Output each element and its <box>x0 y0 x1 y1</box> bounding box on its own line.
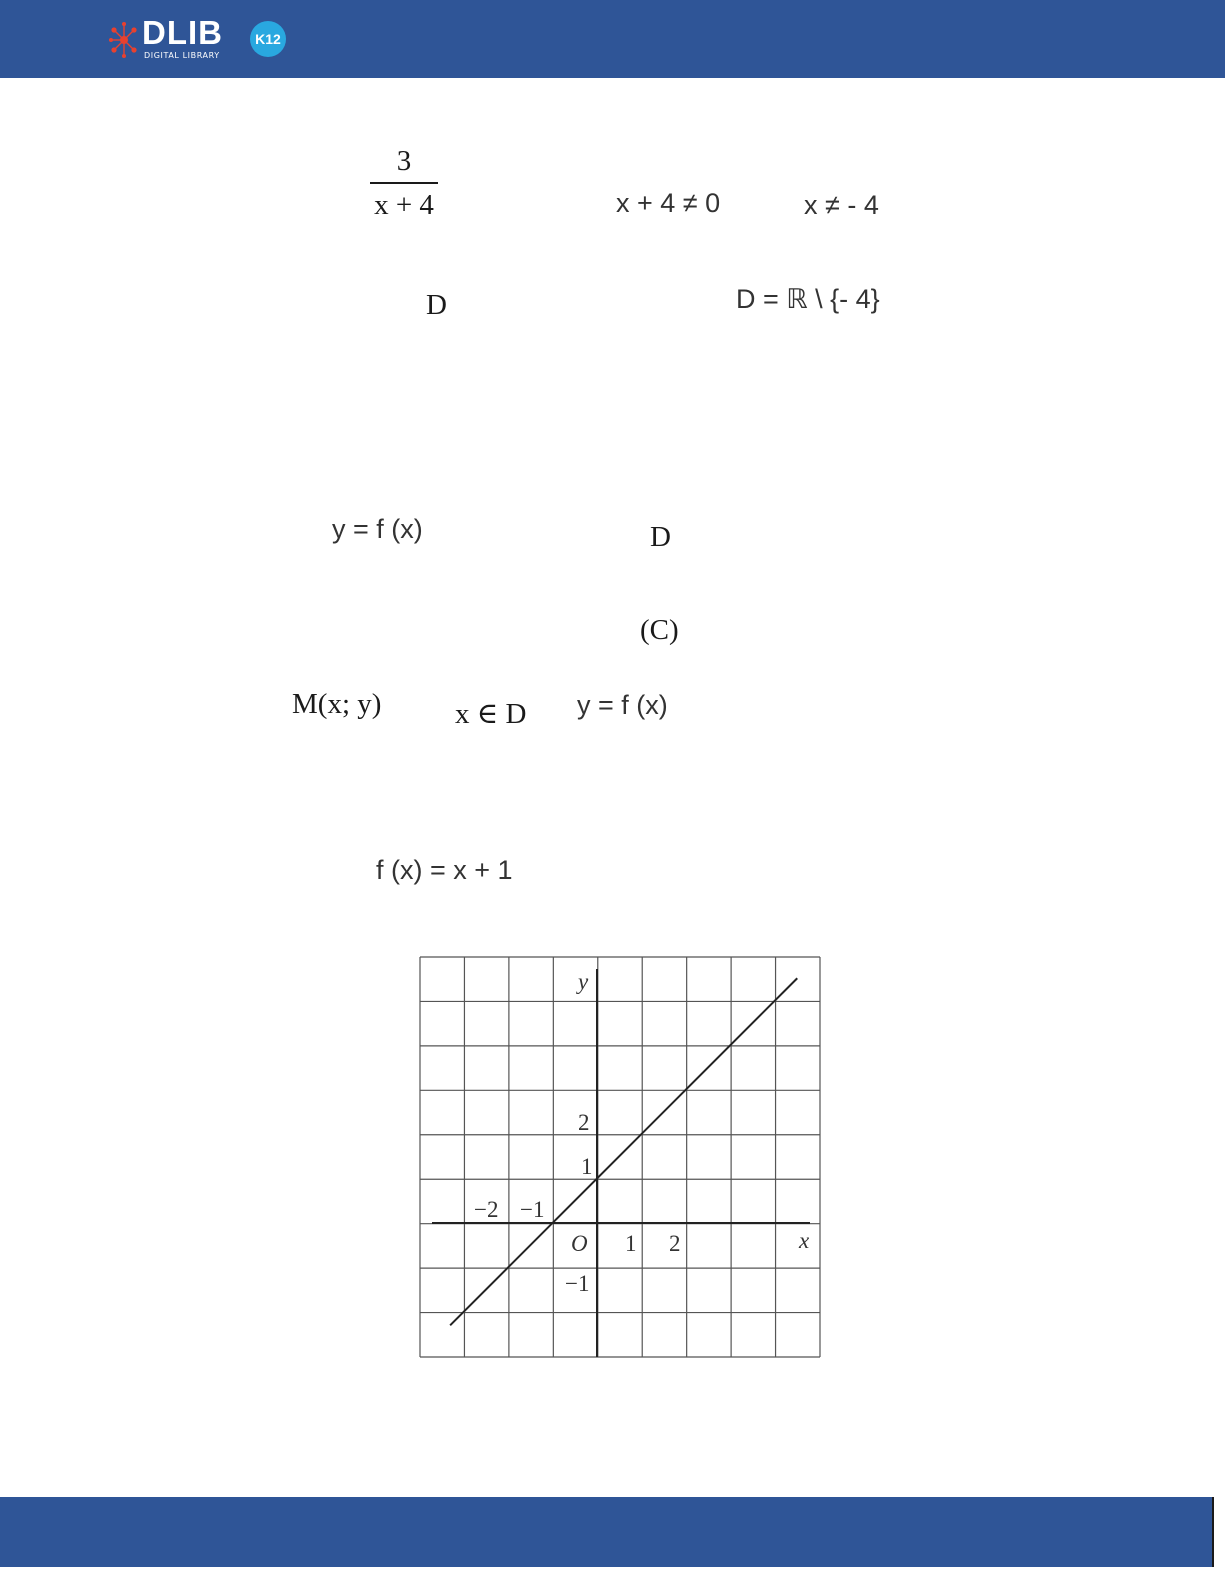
fraction-bar <box>370 182 438 184</box>
y-tick-label-1: 1 <box>581 1154 593 1179</box>
condition-result: x ≠ - 4 <box>804 190 879 220</box>
function-domain: D <box>650 521 671 553</box>
bottom-banner-edge <box>1212 1497 1214 1567</box>
origin-label: O <box>571 1231 588 1256</box>
y-tick-label-2: 2 <box>578 1110 590 1135</box>
example-function: f (x) = x + 1 <box>376 855 513 885</box>
fraction-denominator: x + 4 <box>374 188 434 221</box>
domain-result: D = ℝ \ {- 4} <box>736 284 880 314</box>
fraction-expression <box>370 146 438 220</box>
dlib-logo[interactable] <box>108 14 293 62</box>
x-axis-label: x <box>799 1228 810 1253</box>
domain-letter: D <box>426 289 447 321</box>
x-tick-label-2: 2 <box>669 1231 681 1256</box>
graph-symbol: (C) <box>640 614 679 646</box>
brand-name: DLIB <box>142 14 223 51</box>
bottom-banner <box>0 1497 1212 1567</box>
k12-badge: K12 <box>250 21 286 57</box>
function-definition: y = f (x) <box>332 514 423 544</box>
top-banner <box>0 0 1225 78</box>
x-tick-label-1: 1 <box>625 1231 637 1256</box>
point-function: y = f (x) <box>577 690 668 720</box>
brand-subtitle: DIGITAL LIBRARY <box>144 51 220 60</box>
condition-expression: x + 4 ≠ 0 <box>616 188 721 218</box>
graph-grid <box>420 957 820 1357</box>
function-line <box>450 978 797 1325</box>
x-tick-label-neg1: −1 <box>520 1197 545 1222</box>
point-condition: x ∈ D <box>455 698 527 730</box>
y-axis-label: y <box>578 969 589 994</box>
molecule-icon <box>108 20 140 60</box>
x-tick-label-neg2: −2 <box>474 1197 499 1222</box>
function-graph <box>418 955 824 1361</box>
y-tick-label-neg1: −1 <box>565 1271 590 1296</box>
fraction-numerator: 3 <box>396 145 412 177</box>
point-notation: M(x; y) <box>292 688 382 720</box>
